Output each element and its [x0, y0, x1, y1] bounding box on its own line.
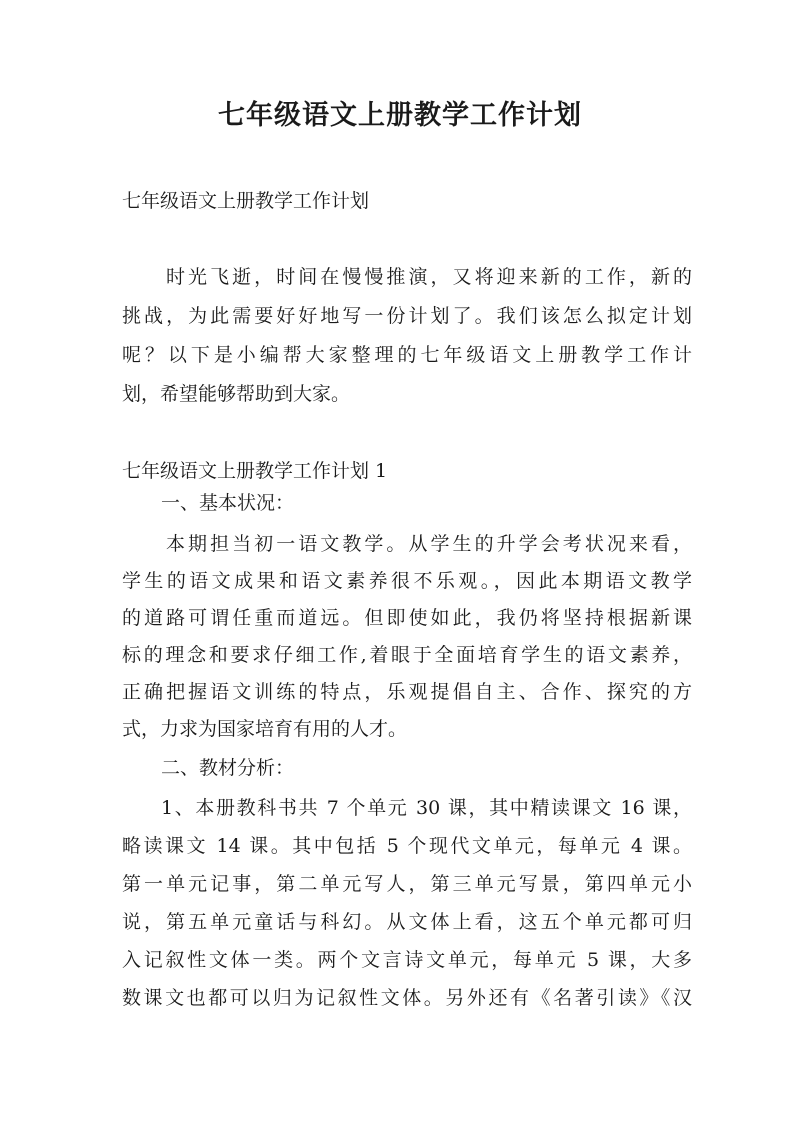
section-heading: 七年级语文上册教学工作计划 1	[122, 460, 388, 482]
document-title: 七年级语文上册教学工作计划	[218, 100, 582, 131]
intro-line: 划，希望能够帮助到大家。	[122, 383, 351, 405]
part1-line: 学生的语文成果和语文素养很不乐观。，因此本期语文教学	[122, 570, 692, 592]
part2-line: 入记叙性文体一类。两个文言诗文单元，每单元 5 课，大多	[122, 949, 692, 971]
part2-line: 说，第五单元童话与科幻。从文体上看，这五个单元都可归	[122, 911, 692, 933]
part1-line: 标的理念和要求仔细工作,着眼于全面培育学生的语文素养，	[122, 644, 692, 666]
part2-line: 1、本册教科书共 7 个单元 30 课，其中精读课文 16 课，	[161, 797, 692, 819]
part2-line: 数课文也都可以归为记叙性文体。另外还有《名著引读》《汉	[122, 987, 692, 1009]
part1-line: 本期担当初一语文教学。从学生的升学会考状况来看，	[166, 533, 692, 555]
part1-heading: 一、基本状况：	[161, 492, 295, 514]
part1-line: 式，力求为国家培育有用的人才。	[122, 718, 408, 740]
intro-line: 时光飞逝，时间在慢慢推演，又将迎来新的工作，新的	[166, 266, 692, 288]
intro-line: 呢？以下是小编帮大家整理的七年级语文上册教学工作计	[122, 344, 692, 366]
document-subtitle: 七年级语文上册教学工作计划	[122, 190, 370, 212]
part1-line: 正确把握语文训练的特点，乐观提倡自主、合作、探究的方	[122, 681, 692, 703]
part2-line: 略读课文 14 课。其中包括 5 个现代文单元，每单元 4 课。	[122, 835, 692, 857]
part1-line: 的道路可谓任重而道远。但即使如此，我仍将坚持根据新课	[122, 607, 692, 629]
part2-line: 第一单元记事，第二单元写人，第三单元写景，第四单元小	[122, 873, 692, 895]
part2-heading: 二、教材分析：	[161, 757, 295, 779]
intro-line: 挑战，为此需要好好地写一份计划了。我们该怎么拟定计划	[122, 305, 692, 327]
